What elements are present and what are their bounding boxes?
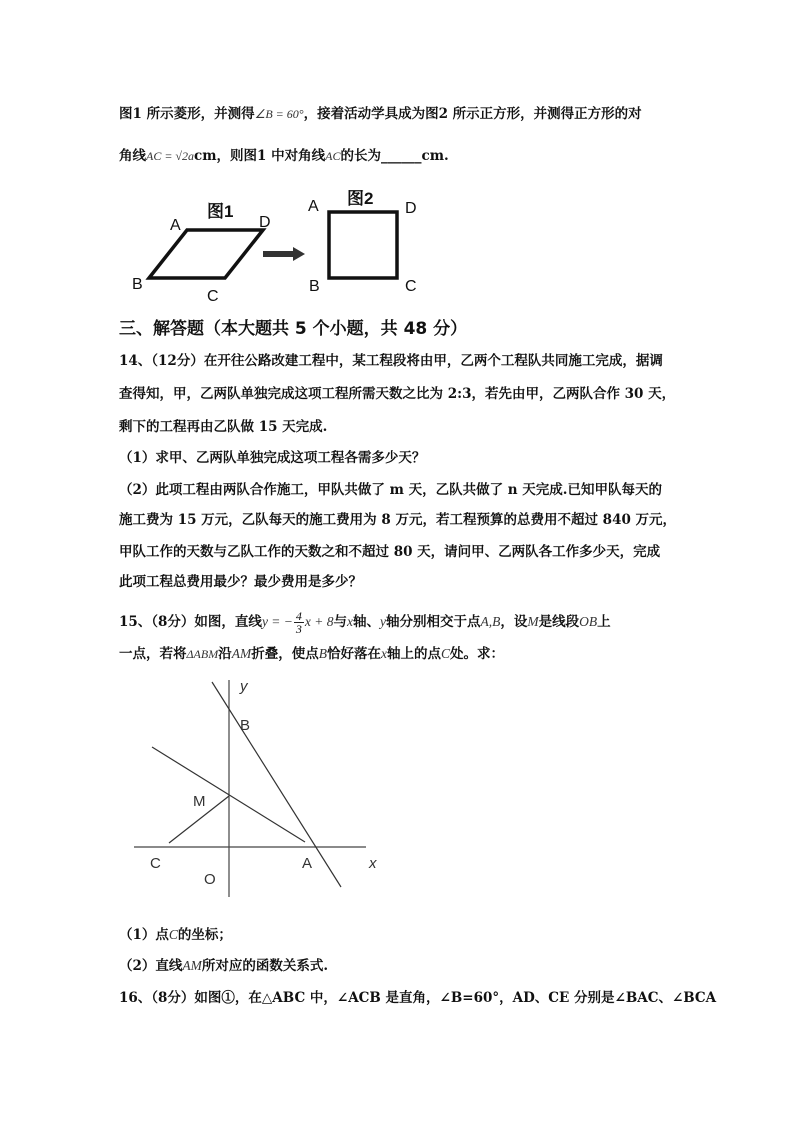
fig1-title: 图1 [207, 202, 234, 221]
fig2-title: 图2 [347, 190, 374, 208]
graph-label-b: B [240, 717, 251, 734]
graph-label-o: O [204, 871, 216, 888]
section-heading: 三、解答题（本大题共 5 个小题，共 48 分） [119, 319, 468, 339]
q14-line-2: 查得知，甲，乙两队单独完成这项工程所需天数之比为 2:3，若先由甲，乙两队合作 30 天， [119, 386, 676, 402]
q15-line-2: 一点，若将ΔABM沿AM折叠，使点B恰好落在x轴上的点C处。求： [119, 646, 504, 662]
ac-label: AC [325, 149, 341, 163]
rhombus-shape [149, 230, 263, 278]
q14-sub-2-line-4: 此项工程总费用最少？最少费用是多少？ [119, 574, 362, 590]
fraction: $\frac{4}{3}$ [295, 609, 302, 636]
q14-sub-2-line-2: 施工费为 15 万元，乙队每天的施工费用为 8 万元，若工程预算的总费用不超过 840 万元， [119, 512, 677, 528]
graph-label-c: C [150, 855, 161, 872]
q15-sub-2: （2）直线AM所对应的函数关系式. [119, 958, 329, 974]
graph-label-y: y [240, 678, 248, 695]
q14-line-3: 剩下的工程再由乙队做 15 天完成. [119, 419, 328, 435]
q14-line-1: 14、（12分）在开往公路改建工程中，某工程段将由甲，乙两个工程队共同施工完成，据调 [119, 353, 663, 369]
q13-line-1: 图1 所示菱形，并测得∠B = 60°，接着活动学具成为图2 所示正方形，并测得正方形的对 [119, 106, 642, 122]
fig2-label-a: A [308, 198, 319, 215]
fig1-label-c: C [207, 288, 219, 305]
q16-line-1: 16、（8分）如图①，在△ABC 中，∠ACB 是直角，∠B=60°，AD、CE 分别是∠BAC、∠BCA [119, 990, 717, 1006]
graph-label-x: x [369, 855, 377, 872]
answer-blank: ______ [380, 148, 422, 164]
graph-label-m: M [193, 793, 206, 810]
line-equation: y = − [261, 614, 293, 629]
fig1-label-d: D [259, 214, 271, 231]
rhombus-square-figure [125, 190, 435, 305]
fig1-label-a: A [170, 217, 181, 234]
fig1-label-b: B [132, 276, 143, 293]
q15-line-1: 15、（8分）如图，直线y = − $\frac{4}{3}$ x + 8与x轴、y轴分别相交于点A,B，设M是线段OB上 [119, 609, 611, 636]
ac-formula: AC = √2a [146, 149, 195, 163]
square-shape [329, 212, 397, 278]
fig2-label-c: C [405, 278, 417, 295]
q14-sub-1: （1）求甲、乙两队单独完成这项工程各需多少天？ [119, 450, 426, 466]
fig2-label-b: B [309, 278, 320, 295]
angle-b-formula: ∠B = 60° [254, 107, 304, 121]
coordinate-graph [130, 672, 390, 902]
graph-label-a: A [302, 855, 313, 872]
q14-sub-2-line-1: （2）此项工程由两队合作施工，甲队共做了 m 天，乙队共做了 n 天完成.已知甲队每天的 [119, 482, 662, 498]
q14-sub-2-line-3: 甲队工作的天数与乙队工作的天数之和不超过 80 天，请问甲、乙两队各工作多少天，完成 [119, 544, 661, 560]
fig2-label-d: D [405, 200, 417, 217]
right-arrow-icon [263, 247, 305, 261]
line-ab [212, 682, 341, 887]
q15-sub-1: （1）点C的坐标； [119, 927, 232, 943]
q13-line-2: 角线AC = √2acm，则图1 中对角线AC的长为______cm. [119, 148, 449, 164]
